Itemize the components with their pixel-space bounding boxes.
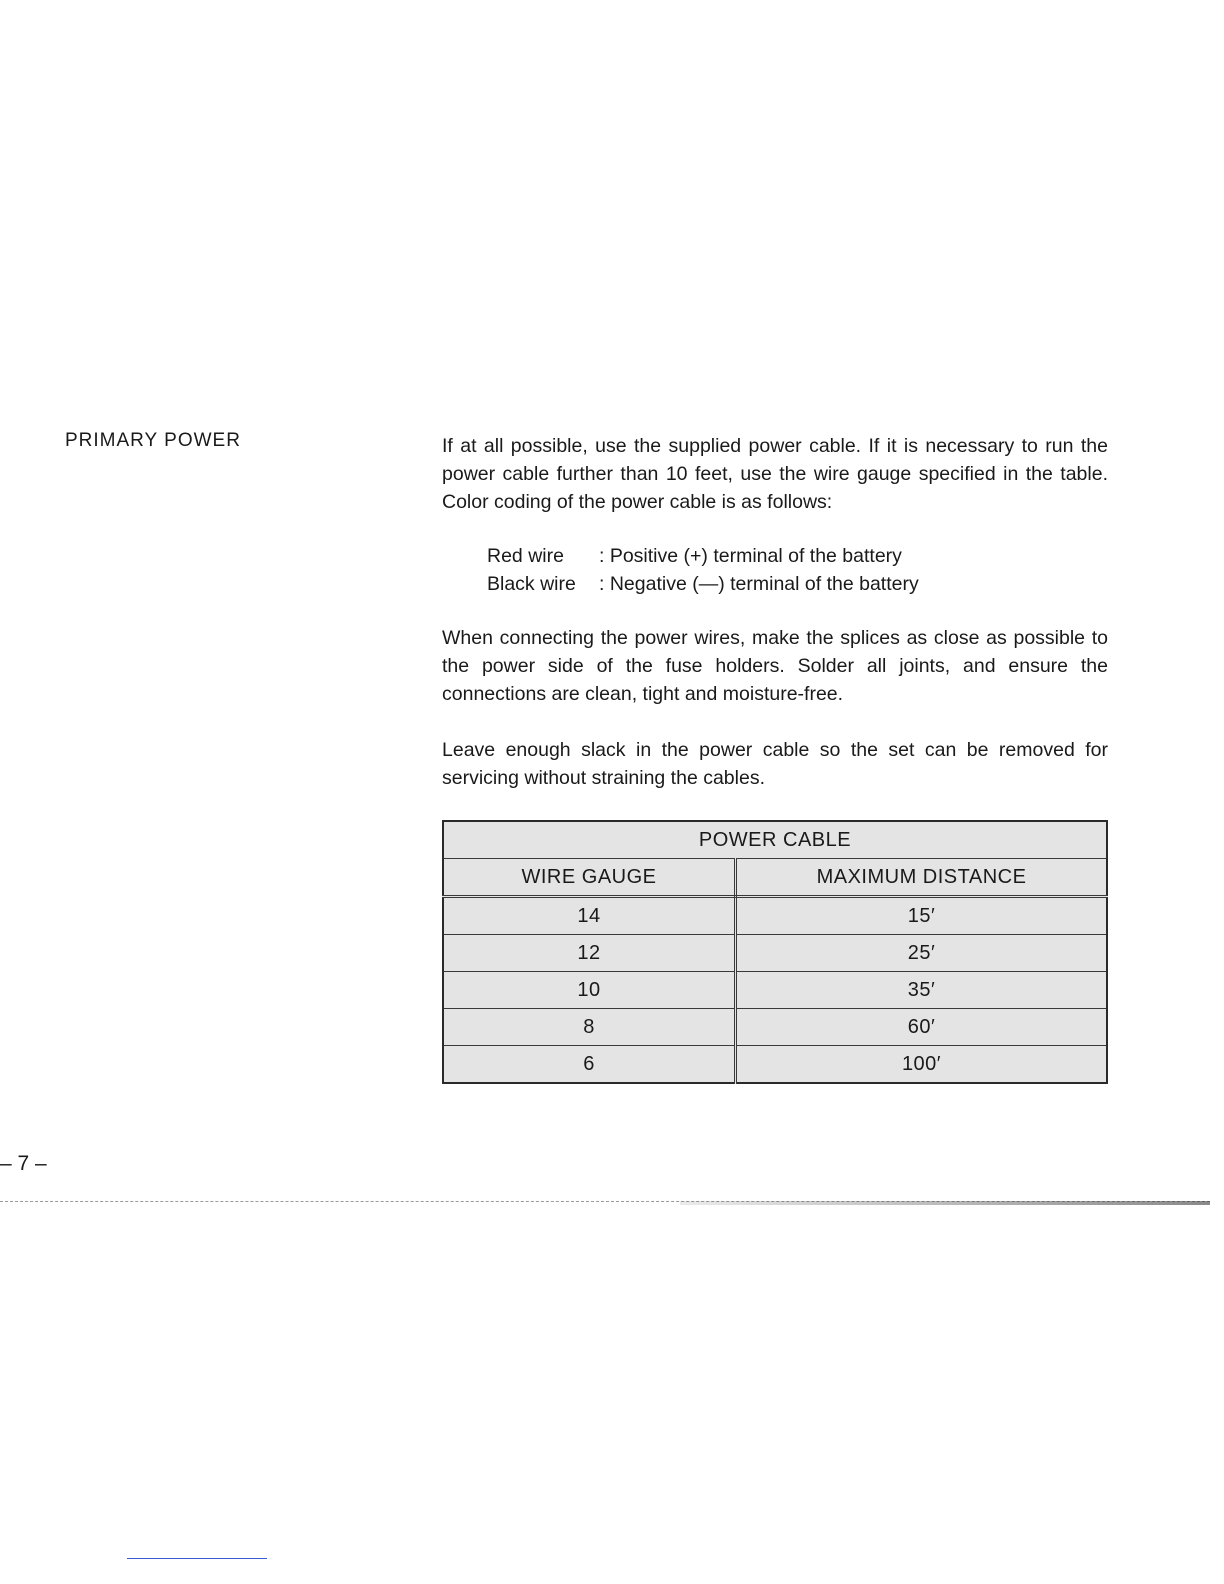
wire-description: : Negative (—) terminal of the battery — [599, 573, 919, 595]
wire-row-black — [487, 570, 1108, 598]
max-distance-cell: 60′ — [736, 1009, 1108, 1046]
scan-edge-shadow — [680, 1201, 1210, 1205]
column-header-maximum-distance: MAXIMUM DISTANCE — [736, 859, 1108, 897]
splice-paragraph: When connecting the power wires, make the splices as close as possible to the power side of the fuse holders. Solder all joints, and ensure the connections are clean, tight and moisture-free. — [442, 627, 1108, 705]
wire-name: Red wire — [487, 545, 564, 567]
wire-gauge-cell: 8 — [443, 1009, 736, 1046]
wire-gauge-cell: 6 — [443, 1046, 736, 1084]
max-distance-cell: 35′ — [736, 972, 1108, 1009]
table-row — [443, 1046, 1107, 1084]
wire-color-list — [487, 542, 1108, 598]
section-heading: PRIMARY POWER — [65, 430, 241, 451]
section-body — [442, 432, 1108, 1084]
table-header-row — [443, 859, 1107, 897]
table-title-row — [443, 821, 1107, 859]
power-cable-table — [442, 820, 1108, 1084]
table-row — [443, 972, 1107, 1009]
max-distance-cell: 100′ — [736, 1046, 1108, 1084]
wire-gauge-cell: 12 — [443, 935, 736, 972]
max-distance-cell: 15′ — [736, 897, 1108, 935]
page-number: – 7 – — [0, 1152, 47, 1175]
wire-row-red — [487, 542, 1108, 570]
table-row — [443, 897, 1107, 935]
table-title: POWER CABLE — [443, 821, 1107, 859]
wire-name: Black wire — [487, 573, 576, 595]
table-row — [443, 935, 1107, 972]
wire-description: : Positive (+) terminal of the battery — [599, 545, 902, 567]
intro-paragraph: If at all possible, use the supplied power cable. If it is necessary to run the power cable further than 10 feet, use the wire gauge specified in the table. Color coding of the power cable is as follows: — [442, 435, 1108, 513]
wire-gauge-cell: 14 — [443, 897, 736, 935]
wire-gauge-cell: 10 — [443, 972, 736, 1009]
table-row — [443, 1009, 1107, 1046]
column-header-wire-gauge: WIRE GAUGE — [443, 859, 736, 897]
slack-paragraph: Leave enough slack in the power cable so the set can be removed for servicing without straining the cables. — [442, 739, 1108, 789]
footnote-rule — [127, 1558, 267, 1559]
max-distance-cell: 25′ — [736, 935, 1108, 972]
